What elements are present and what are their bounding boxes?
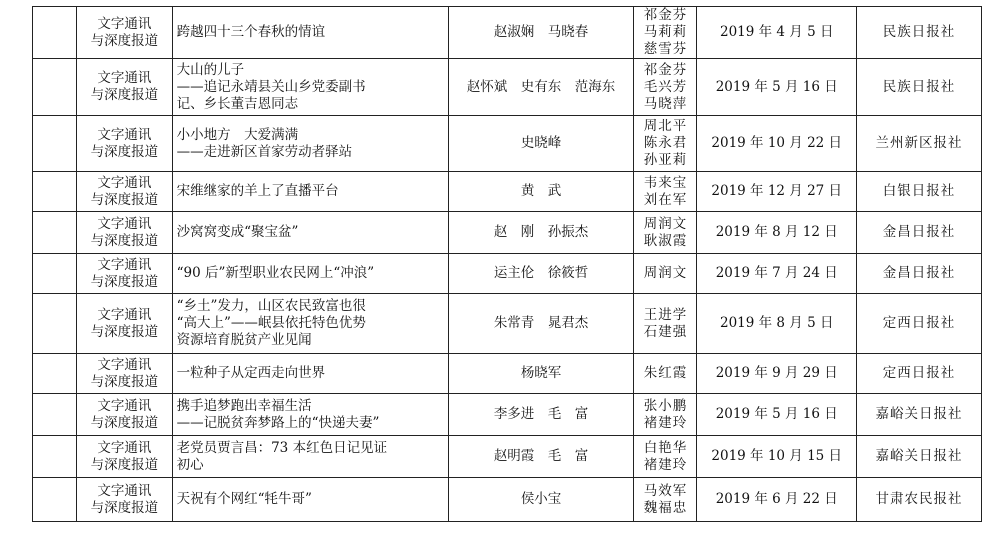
editors-cell (634, 294, 697, 354)
publication-cell: 民族日报社 (857, 7, 982, 59)
editors-cell (634, 254, 697, 294)
authors-cell: 侯小宝 (448, 478, 634, 522)
title-line: 记、乡长董吉恩同志 (176, 95, 299, 112)
editors-cell (634, 354, 697, 394)
category-line: 文字通讯 (97, 397, 152, 414)
category-line: 文字通讯 (97, 482, 152, 499)
category-line: 与深度报道 (90, 143, 159, 160)
category-line: 与深度报道 (90, 456, 159, 473)
editors-cell (634, 7, 697, 59)
editor-line: 韦来宝 (643, 174, 688, 191)
table-row (33, 116, 982, 172)
blank-cell (33, 212, 77, 254)
editor-line: 耿淑霞 (643, 232, 688, 249)
table-row (33, 478, 982, 522)
editor-line: 周润文 (643, 265, 688, 281)
category-cell (77, 59, 173, 116)
title-line: 沙窝窝变成“聚宝盆” (176, 224, 299, 240)
category-line: 与深度报道 (90, 87, 159, 103)
category-line: 与深度报道 (90, 232, 159, 249)
category-line: 与深度报道 (90, 191, 159, 208)
date-cell: 2019 年 12 月 27 日 (697, 172, 857, 212)
publication-cell: 定西日报社 (857, 354, 982, 394)
category-line: 与深度报道 (90, 273, 159, 290)
category-cell (77, 436, 173, 478)
table-row (33, 7, 982, 59)
category-line: 与深度报道 (90, 323, 159, 340)
editor-line: 周润文 (643, 215, 688, 232)
editor-line: 白艳华 (643, 439, 688, 456)
editor-line: 褚建玲 (643, 414, 688, 431)
title-cell (172, 212, 448, 254)
date-cell: 2019 年 9 月 29 日 (697, 354, 857, 394)
category-line: 文字通讯 (97, 439, 152, 456)
editor-line: 魏福忠 (643, 499, 688, 516)
title-cell (172, 294, 448, 354)
editors-cell (634, 394, 697, 436)
editor-line: 马效军 (643, 482, 688, 499)
authors-cell: 赵 刚 孙振杰 (448, 212, 634, 254)
category-line: 与深度报道 (90, 499, 159, 516)
title-cell (172, 116, 448, 172)
publication-cell: 民族日报社 (857, 59, 982, 116)
title-cell (172, 254, 448, 294)
blank-cell (33, 478, 77, 522)
category-line: 与深度报道 (90, 32, 159, 49)
table-row (33, 354, 982, 394)
table-body (33, 7, 982, 522)
editor-line: 周北平 (643, 118, 688, 134)
category-line: 文字通讯 (97, 70, 152, 86)
authors-cell: 赵淑娴 马晓春 (448, 7, 634, 59)
authors-cell: 黄 武 (448, 172, 634, 212)
authors-cell: 朱常青 晁君杰 (448, 294, 634, 354)
editors-cell (634, 478, 697, 522)
title-line: 天祝有个网红“牦牛哥” (176, 491, 312, 507)
table-row (33, 294, 982, 354)
title-line: 大山的儿子 (176, 61, 245, 78)
date-cell: 2019 年 10 月 15 日 (697, 436, 857, 478)
blank-cell (33, 354, 77, 394)
category-line: 文字通讯 (97, 356, 152, 373)
blank-cell (33, 254, 77, 294)
blank-cell (33, 394, 77, 436)
category-cell (77, 212, 173, 254)
publication-cell: 嘉峪关日报社 (857, 394, 982, 436)
category-line: 文字通讯 (97, 15, 152, 32)
title-cell (172, 478, 448, 522)
date-cell: 2019 年 8 月 5 日 (697, 294, 857, 354)
authors-cell: 史晓峰 (448, 116, 634, 172)
title-cell (172, 7, 448, 59)
blank-cell (33, 172, 77, 212)
editor-line: 祁金芬 (643, 7, 688, 23)
editors-cell (634, 172, 697, 212)
blank-cell (33, 7, 77, 59)
table-row (33, 212, 982, 254)
category-cell (77, 394, 173, 436)
category-line: 文字通讯 (97, 215, 152, 232)
category-cell (77, 172, 173, 212)
table-row (33, 436, 982, 478)
table-row (33, 394, 982, 436)
publication-cell: 嘉峪关日报社 (857, 436, 982, 478)
date-cell: 2019 年 7 月 24 日 (697, 254, 857, 294)
authors-cell: 李多进 毛 富 (448, 394, 634, 436)
blank-cell (33, 59, 77, 116)
title-line: ——记脱贫奔梦路上的“快递夫妻” (176, 414, 380, 431)
authors-cell: 运主伦 徐筱哲 (448, 254, 634, 294)
editors-cell (634, 116, 697, 172)
title-line: “乡土”发力，山区农民致富也很 (176, 298, 366, 314)
date-cell: 2019 年 4 月 5 日 (697, 7, 857, 59)
title-cell (172, 354, 448, 394)
title-cell (172, 436, 448, 478)
title-line: 携手追梦跑出幸福生活 (176, 397, 312, 414)
title-line: 小小地方 大爱满满 (176, 126, 299, 143)
editors-cell (634, 212, 697, 254)
editor-line: 马莉莉 (643, 24, 688, 40)
editor-line: 褚建玲 (643, 456, 688, 473)
date-cell: 2019 年 8 月 12 日 (697, 212, 857, 254)
editor-line: 刘在军 (643, 191, 688, 208)
category-cell (77, 116, 173, 172)
category-cell (77, 354, 173, 394)
table-row (33, 59, 982, 116)
editor-line: 石建强 (643, 323, 688, 340)
category-line: 与深度报道 (90, 373, 159, 390)
blank-cell (33, 436, 77, 478)
category-cell (77, 254, 173, 294)
category-cell (77, 7, 173, 59)
authors-cell: 杨晓军 (448, 354, 634, 394)
date-cell: 2019 年 5 月 16 日 (697, 59, 857, 116)
editor-line: 毛兴芳 (643, 78, 688, 95)
editor-line: 慈雪芬 (643, 41, 688, 57)
category-cell (77, 294, 173, 354)
publication-cell: 兰州新区报社 (857, 116, 982, 172)
editor-line: 朱红霞 (643, 365, 688, 381)
title-line: 初心 (176, 456, 204, 473)
authors-cell: 赵明霞 毛 富 (448, 436, 634, 478)
date-cell: 2019 年 10 月 22 日 (697, 116, 857, 172)
title-cell (172, 394, 448, 436)
title-line: ——走进新区首家劳动者驿站 (176, 143, 353, 160)
blank-cell (33, 116, 77, 172)
category-cell (77, 478, 173, 522)
date-cell: 2019 年 6 月 22 日 (697, 478, 857, 522)
editor-line: 马晓萍 (643, 95, 688, 112)
table-row (33, 254, 982, 294)
editor-line: 张小鹏 (643, 397, 688, 414)
editors-cell (634, 436, 697, 478)
date-cell: 2019 年 5 月 16 日 (697, 394, 857, 436)
editor-line: 祁金芬 (643, 61, 688, 78)
title-line: 一粒种子从定西走向世界 (176, 365, 326, 381)
title-cell (172, 59, 448, 116)
category-line: 文字通讯 (97, 126, 152, 143)
publication-cell: 金昌日报社 (857, 254, 982, 294)
editor-line: 王进学 (643, 306, 688, 323)
blank-cell (33, 294, 77, 354)
category-line: 文字通讯 (97, 174, 152, 191)
table-row (33, 172, 982, 212)
category-line: 与深度报道 (90, 414, 159, 431)
editors-cell (634, 59, 697, 116)
title-line: 资源培育脱贫产业见闻 (176, 332, 312, 348)
title-cell (172, 172, 448, 212)
title-line: ——追记永靖县关山乡党委副书 (176, 78, 366, 95)
title-line: “90 后”新型职业农民网上“冲浪” (176, 265, 375, 281)
authors-cell: 赵怀斌 史有东 范海东 (448, 59, 634, 116)
publication-cell: 甘肃农民报社 (857, 478, 982, 522)
editor-line: 陈永君 (643, 135, 688, 151)
title-line: 老党员贾言昌：73 本红色日记见证 (176, 439, 388, 456)
publication-cell: 白银日报社 (857, 172, 982, 212)
title-line: 跨越四十三个春秋的情谊 (176, 24, 326, 40)
editor-line: 孙亚莉 (643, 152, 688, 168)
title-line: 宋维继家的羊上了直播平台 (176, 183, 339, 199)
title-line: “高大上”——岷县依托特色优势 (176, 315, 366, 331)
publication-cell: 定西日报社 (857, 294, 982, 354)
category-line: 文字通讯 (97, 306, 152, 323)
category-line: 文字通讯 (97, 256, 152, 273)
awards-table (32, 6, 982, 522)
publication-cell: 金昌日报社 (857, 212, 982, 254)
